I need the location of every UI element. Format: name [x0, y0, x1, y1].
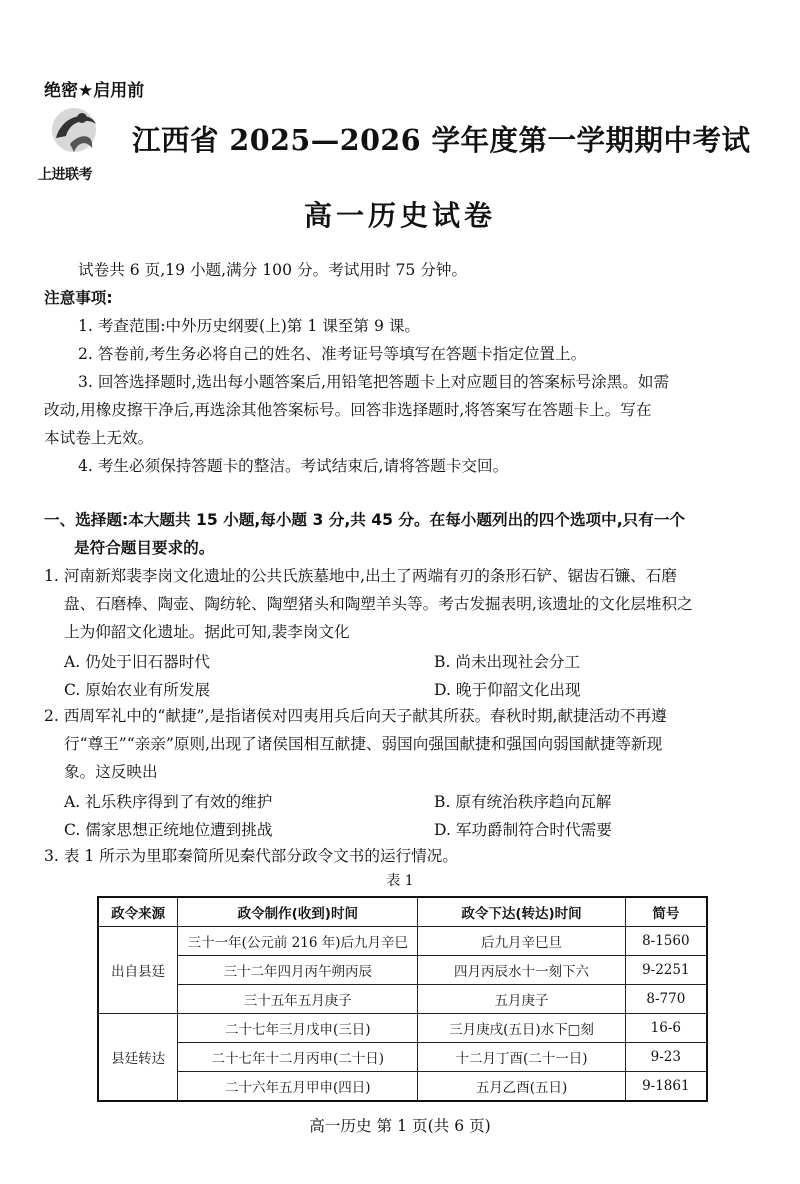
table-cell: 二十七年十二月丙申(二十日) [178, 1043, 418, 1072]
section-heading-line: 是符合题目要求的。 [74, 539, 215, 557]
table-cell: 16-6 [625, 1014, 707, 1043]
note-item: 2. 答卷前,考生务必将自己的姓名、准考证号等填写在答题卡指定位置上。 [78, 345, 587, 363]
table-row [98, 1043, 707, 1072]
intro-text: 试卷共 6 页,19 小题,满分 100 分。考试用时 75 分钟。 [78, 261, 468, 279]
question-stem-line: 象。这反映出 [64, 763, 158, 781]
data-table [97, 896, 708, 1102]
section-heading-line: 一、选择题:本大题共 15 小题,每小题 3 分,共 45 分。在每小题列出的四个选项中,只有一个 [44, 511, 686, 529]
table-cell: 二十七年三月戊申(三日) [178, 1014, 418, 1043]
table-cell: 三月庚戌(五日)水下□刻 [418, 1014, 625, 1043]
option-c: C. 原始农业有所发展 [64, 681, 211, 699]
option-c: C. 儒家思想正统地位遭到挑战 [64, 821, 273, 839]
question-1 [44, 562, 774, 646]
table-group-cell: 县廷转达 [98, 1014, 178, 1102]
option-a: A. 礼乐秩序得到了有效的维护 [64, 793, 273, 811]
section-heading [44, 506, 774, 562]
note-item: 1. 考查范围:中外历史纲要(上)第 1 课至第 9 课。 [78, 317, 421, 335]
table-row [98, 1014, 707, 1043]
table-header-cell: 政令来源 [98, 897, 178, 927]
table-cell: 三十五年五月庚子 [178, 985, 418, 1014]
question-3-stem: 3. 表 1 所示为里耶秦简所见秦代部分政令文书的运行情况。 [44, 847, 458, 865]
question-stem-line: 上为仰韶文化遗址。据此可知,裴李岗文化 [64, 623, 350, 641]
table-cell: 三十一年(公元前 216 年)后九月辛巳 [178, 927, 418, 956]
table-cell: 二十六年五月甲申(四日) [178, 1072, 418, 1102]
table-row [98, 956, 707, 985]
table-row [98, 1072, 707, 1102]
table-group-cell: 出自县廷 [98, 927, 178, 1014]
confidential-label: 绝密★启用前 [44, 81, 145, 101]
table-header-cell: 简号 [625, 897, 707, 927]
question-2 [44, 702, 774, 786]
table-cell: 后九月辛巳旦 [418, 927, 625, 956]
table-cell: 8-770 [625, 985, 707, 1014]
table-cell: 四月丙辰水十一刻下六 [418, 956, 625, 985]
table-header-cell: 政令下达(转达)时间 [418, 897, 625, 927]
exam-title: 江西省 2025—2026 学年度第一学期期中考试 [132, 123, 751, 157]
question-stem-line: 2. 西周军礼中的“献捷”,是指诸侯对四夷用兵后向天子献其所获。春秋时期,献捷活动不再遵 [44, 707, 667, 725]
table-cell: 五月庚子 [418, 985, 625, 1014]
question-stem-line: 行“尊王”“亲亲”原则,出现了诸侯国相互献捷、弱国向强国献捷和强国向弱国献捷等新现 [64, 735, 663, 753]
question-stem-line: 1. 河南新郑裴李岗文化遗址的公共氏族墓地中,出土了两端有刃的条形石铲、锯齿石镰、石磨 [44, 567, 677, 585]
question-stem-line: 盘、石磨棒、陶壶、陶纺轮、陶塑猪头和陶塑羊头等。考古发掘表明,该遗址的文化层堆积之 [64, 595, 693, 613]
option-b: B. 原有统治秩序趋向瓦解 [434, 793, 612, 811]
logo-text: 上进联考 [38, 167, 92, 183]
note-item: 改动,用橡皮擦干净后,再选涂其他答案标号。回答非选择题时,将答案写在答题卡上。写在 [44, 401, 652, 419]
note-item: 本试卷上无效。 [44, 429, 154, 447]
table-cell: 十二月丁酉(二十一日) [418, 1043, 625, 1072]
table-cell: 五月乙酉(五日) [418, 1072, 625, 1102]
table-caption: 表 1 [386, 873, 414, 889]
table-cell: 9-23 [625, 1043, 707, 1072]
notes-heading: 注意事项: [44, 289, 113, 307]
option-b: B. 尚未出现社会分工 [434, 653, 581, 671]
note-item: 4. 考生必须保持答题卡的整洁。考试结束后,请将答题卡交回。 [78, 457, 509, 475]
option-a: A. 仍处于旧石器时代 [64, 653, 210, 671]
instructions-block [44, 256, 764, 480]
option-d: D. 晚于仰韶文化出现 [434, 681, 581, 699]
table-header-row [98, 897, 707, 927]
table-cell: 9-1861 [625, 1072, 707, 1102]
page-footer: 高一历史 第 1 页(共 6 页) [309, 1117, 491, 1135]
table-row [98, 927, 707, 956]
exam-subtitle: 高一历史试卷 [303, 199, 496, 232]
table-header-cell: 政令制作(收到)时间 [178, 897, 418, 927]
table-cell: 9-2251 [625, 956, 707, 985]
option-d: D. 军功爵制符合时代需要 [434, 821, 612, 839]
note-item: 3. 回答选择题时,选出每小题答案后,用铅笔把答题卡上对应题目的答案标号涂黑。如需 [78, 373, 670, 391]
table-cell: 三十二年四月丙午朔丙辰 [178, 956, 418, 985]
table-row [98, 985, 707, 1014]
table-cell: 8-1560 [625, 927, 707, 956]
